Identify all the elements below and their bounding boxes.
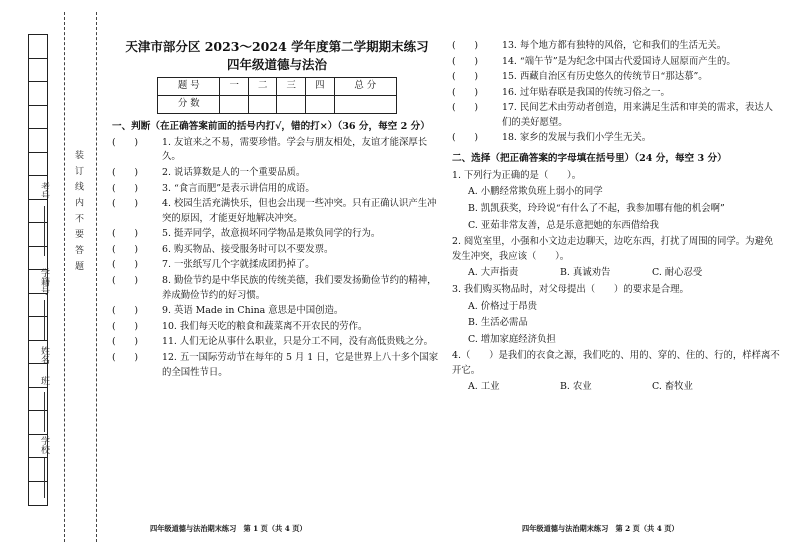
binding-margin — [0, 0, 112, 552]
field-name-label: 姓名 — [39, 346, 49, 364]
tf-item-text: 友谊来之不易，需要珍惜。学会与朋友相处，友谊才能深厚长久。 — [162, 136, 428, 163]
score-header-total: 总 分 — [334, 78, 396, 96]
field-class-label: 班 — [39, 376, 49, 385]
tf-item[interactable]: ( ) 5. 挺弄同学，故意损坏同学物品是欺负同学的行为。 — [112, 228, 381, 240]
score-cell[interactable] — [248, 96, 277, 114]
field-name-class-line[interactable] — [44, 392, 45, 432]
mc-option[interactable]: C. 畜牧业 — [652, 381, 693, 393]
score-header-3: 三 — [277, 78, 306, 96]
tf-item-text: 购买物品、接受服务时可以不要发票。 — [173, 243, 334, 255]
mc-option[interactable]: B. 真诚劝告 — [560, 267, 611, 279]
score-cell[interactable] — [334, 96, 396, 114]
score-row-label: 分 数 — [158, 96, 220, 114]
mc-option[interactable]: A. 价格过于昂贵 — [468, 300, 537, 312]
tf-item-text: 勤俭节约是中华民族的传统美德，我们要发扬勤俭节约的精神，养成勤俭节约的好习惯。 — [162, 275, 437, 301]
score-table — [157, 77, 397, 114]
score-cell[interactable] — [220, 96, 249, 114]
score-cell[interactable] — [306, 96, 335, 114]
page-1 — [112, 8, 442, 380]
tf-item-text: 家乡的发展与我们小学生无关。 — [519, 132, 652, 144]
tf-item[interactable]: ( ) 14. “端午节”是为纪念中国古代爱国诗人屈原而产生的。 — [452, 55, 736, 67]
tf-item[interactable]: ( ) 1. 友谊来之不易，需要珍惜。学会与朋友相处，友谊才能深厚长久。 — [112, 136, 428, 163]
mc-option[interactable]: C. 亚茹非常友善，总是乐意把她的东西借给我 — [468, 219, 659, 231]
score-header-2: 二 — [248, 78, 277, 96]
tf-item[interactable]: ( ) 18. 家乡的发展与我们小学生无关。 — [452, 132, 652, 144]
tf-item[interactable]: ( ) 16. 过年贴春联是我国的传统习俗之一。 — [452, 86, 670, 98]
tf-item-text: 过年贴春联是我国的传统习俗之一。 — [519, 86, 670, 98]
mc-question-2: 2. 阅览室里，小强和小文边走边聊天，边吃东西，打扰了周围的同学。为避免发生冲突，我应该（ ）。 — [452, 236, 774, 262]
binding-warning: 装 订 线 内 不 要 答 题 — [73, 150, 83, 273]
score-header-4: 四 — [306, 78, 335, 96]
field-exam-number-label: 考号 — [39, 182, 49, 200]
mc-option[interactable]: A. 工业 — [468, 381, 500, 393]
section-2-heading: 二、选择（把正确答案的字母填在括号里）（24 分，每空 3 分） — [452, 153, 727, 165]
score-cell[interactable] — [277, 96, 306, 114]
mc-option[interactable]: A. 大声指责 — [468, 267, 519, 279]
tf-item-text: 五一国际劳动节在每年的 5 月 1 日，它是世界上八十多个国家的全国性节日。 — [162, 351, 439, 378]
tf-item-text: “食言而肥”是表示讲信用的成语。 — [173, 182, 315, 194]
tf-item[interactable]: ( ) 11. 人们无论从事什么职业，只是分工不同，没有高低贵贱之分。 — [112, 336, 434, 348]
tf-item-text: 西藏自治区有历史悠久的传统节日“那达慕”。 — [519, 71, 708, 83]
mc-question-3: 3. 我们购买物品时，对父母提出（ ）的要求是合理。 — [452, 283, 689, 295]
tf-item[interactable]: ( ) 6. 购买物品、接受服务时可以不要发票。 — [112, 243, 334, 255]
tf-item[interactable]: ( ) 7. 一张纸写几个字就揉成团扔掉了。 — [112, 259, 315, 271]
mc-option[interactable]: C. 耐心忍受 — [652, 267, 703, 279]
mc-option[interactable]: B. 农业 — [560, 381, 592, 393]
exam-title: 天津市部分区 2023～2024 学年度第二学期期末练习 — [125, 39, 429, 54]
tf-item-text: 挺弄同学，故意损坏同学物品是欺负同学的行为。 — [173, 228, 381, 240]
tf-item-text: 民间艺术由劳动者创造，用来满足生活和审美的需求，表达人们的美好愿望。 — [502, 102, 774, 128]
page-2 — [452, 8, 782, 395]
tf-item-text: “端午节”是为纪念中国古代爱国诗人屈原而产生的。 — [519, 55, 736, 67]
tf-item[interactable]: ( ) 13. 每个地方都有独特的风俗，它和我们的生活无关。 — [452, 40, 727, 51]
section-1-heading: 一、判断（在正确答案前面的括号内打√，错的打×）（36 分，每空 2 分） — [112, 121, 430, 132]
score-header-1: 一 — [220, 78, 249, 96]
mc-question-1: 1. 下列行为正确的是（ ）。 — [452, 169, 582, 181]
tf-item[interactable]: ( ) 2. 说话算数是人的一个重要品质。 — [112, 167, 306, 179]
field-exam-number-line[interactable] — [44, 206, 45, 256]
tf-item[interactable]: ( ) 9. 英语 Made in China 意思是中国创造。 — [112, 305, 344, 317]
mc-option[interactable]: A. 小鹏经常欺负班上弱小的同学 — [468, 186, 603, 198]
tf-item[interactable]: ( ) 3. “食言而肥”是表示讲信用的成语。 — [112, 182, 315, 194]
field-student-id-label: 学籍号 — [39, 268, 49, 295]
tf-item-text: 每个地方都有独特的风俗，它和我们的生活无关。 — [519, 40, 727, 51]
page-1-footer: 四年级道德与法治期末练习 第 1 页（共 4 页） — [150, 524, 307, 533]
tf-item-text: 校园生活充满快乐，但也会出现一些冲突。只有正确认识产生冲突的原因，才能更好地解决冲突。 — [162, 198, 437, 224]
binding-line-outer — [64, 12, 65, 542]
tf-item[interactable]: ( ) 12. 五一国际劳动节在每年的 5 月 1 日，它是世界上八十多个国家的全国性节日。 — [112, 351, 439, 378]
field-school-line[interactable] — [44, 458, 45, 498]
tf-item-text: 人们无论从事什么职业，只是分工不同，没有高低贵贱之分。 — [179, 336, 434, 348]
tf-item-text: 我们每天吃的粮食和蔬菜离不开农民的劳作。 — [179, 320, 368, 332]
tf-item[interactable]: ( ) 4. 校园生活充满快乐，但也会出现一些冲突。只有正确认识产生冲突的原因，才能更好地解决冲突。 — [112, 198, 437, 224]
field-student-id-line[interactable] — [44, 300, 45, 340]
tf-item[interactable]: ( ) 15. 西藏自治区有历史悠久的传统节日“那达慕”。 — [452, 71, 708, 83]
tf-item-text: 英语 Made in China 意思是中国创造。 — [173, 305, 344, 317]
tf-item-text: 说话算数是人的一个重要品质。 — [173, 167, 306, 179]
binding-line-inner — [96, 12, 97, 542]
mc-option[interactable]: B. 凯凯获奖，玲玲说“有什么了不起，我参加哪有他的机会啊” — [468, 203, 725, 215]
mc-option[interactable]: C. 增加家庭经济负担 — [468, 333, 556, 345]
score-header-label: 题 号 — [158, 78, 220, 96]
exam-subject: 四年级道德与法治 — [226, 56, 327, 72]
mc-question-4: 4.（ ）是我们的衣食之源，我们吃的、用的、穿的、住的、行的，样样离不开它。 — [452, 350, 780, 376]
tf-item-text: 一张纸写几个字就揉成团扔掉了。 — [173, 259, 315, 271]
tf-item[interactable]: ( ) 10. 我们每天吃的粮食和蔬菜离不开农民的劳作。 — [112, 320, 368, 332]
page-2-footer: 四年级道德与法治期末练习 第 2 页（共 4 页） — [522, 524, 679, 533]
mc-option[interactable]: B. 生活必需品 — [468, 317, 528, 329]
tf-item[interactable]: ( ) 8. 勤俭节约是中华民族的传统美德，我们要发扬勤俭节约的精神，养成勤俭节约的好习惯。 — [112, 275, 437, 301]
field-school-label: 学校 — [39, 436, 49, 454]
tf-item[interactable]: ( ) 17. 民间艺术由劳动者创造，用来满足生活和审美的需求，表达人们的美好愿望。 — [452, 102, 774, 128]
